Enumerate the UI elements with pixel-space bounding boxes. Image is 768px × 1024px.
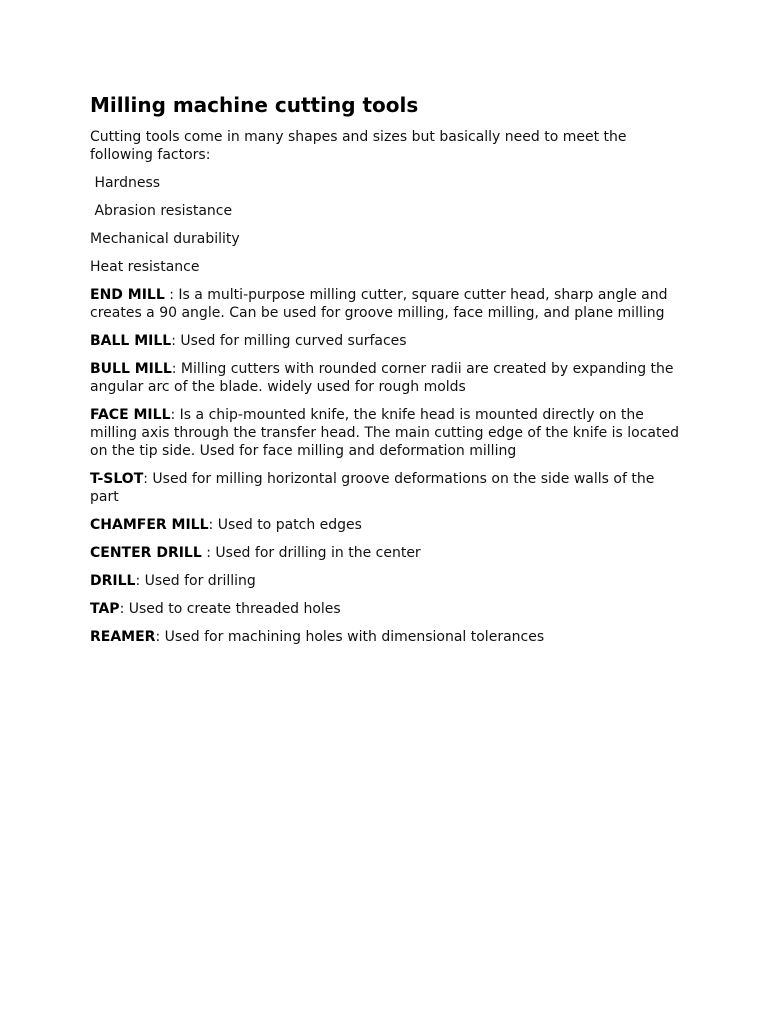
tool-entry-tap	[90, 600, 680, 618]
tool-description: : Used for drilling in the center	[201, 545, 421, 561]
factor-item: Abrasion resistance	[90, 203, 233, 219]
tool-entry-drill	[90, 572, 680, 590]
tool-term: CHAMFER MILL	[90, 517, 209, 533]
tool-term: CENTER DRILL	[90, 545, 202, 561]
tool-description: : Is a chip-mounted knife, the knife head is mounted directly on the milling axis through the transfer head. The main cutting edge of the knife is located on the tip side. Used for face milling and deformation milling	[90, 407, 679, 459]
tool-term: TAP	[90, 601, 120, 617]
tool-description: : Milling cutters with rounded corner radii are created by expanding the angular arc of the blade. widely used for rough molds	[90, 361, 674, 395]
tool-entry-center-drill	[90, 544, 680, 562]
tool-term: BULL MILL	[90, 361, 172, 377]
tool-description: : Is a multi-purpose milling cutter, square cutter head, sharp angle and creates a 90 angle. Can be used for groove milling, face milling, and plane milling	[90, 287, 668, 321]
tool-entry-reamer	[90, 628, 680, 646]
tool-term: FACE MILL	[90, 407, 171, 423]
tool-term: BALL MILL	[90, 333, 172, 349]
tool-term: END MILL	[90, 287, 165, 303]
tool-description: : Used for milling curved surfaces	[171, 333, 407, 349]
tool-entry-bull-mill	[90, 360, 680, 396]
tool-description: : Used to patch edges	[208, 517, 362, 533]
tool-entry-face-mill	[90, 406, 680, 460]
tool-description: : Used to create threaded holes	[119, 601, 341, 617]
tool-term: T-SLOT	[90, 471, 144, 487]
factor-item: Heat resistance	[90, 259, 200, 275]
tool-term: DRILL	[90, 573, 136, 589]
tool-term: REAMER	[90, 629, 156, 645]
tool-entry-chamfer-mill	[90, 516, 680, 534]
tool-description: : Used for machining holes with dimensional tolerances	[155, 629, 545, 645]
tool-entry-t-slot	[90, 470, 680, 506]
tool-entry-end-mill	[90, 286, 680, 322]
tool-description: : Used for drilling	[135, 573, 256, 589]
document-page	[90, 92, 680, 656]
document-title: Milling machine cutting tools	[90, 93, 419, 117]
tool-entry-ball-mill	[90, 332, 680, 350]
factor-item: Mechanical durability	[90, 231, 240, 247]
factor-item: Hardness	[90, 175, 161, 191]
intro-paragraph: Cutting tools come in many shapes and sizes but basically need to meet the following factors:	[90, 129, 627, 163]
tool-description: : Used for milling horizontal groove deformations on the side walls of the part	[90, 471, 655, 505]
